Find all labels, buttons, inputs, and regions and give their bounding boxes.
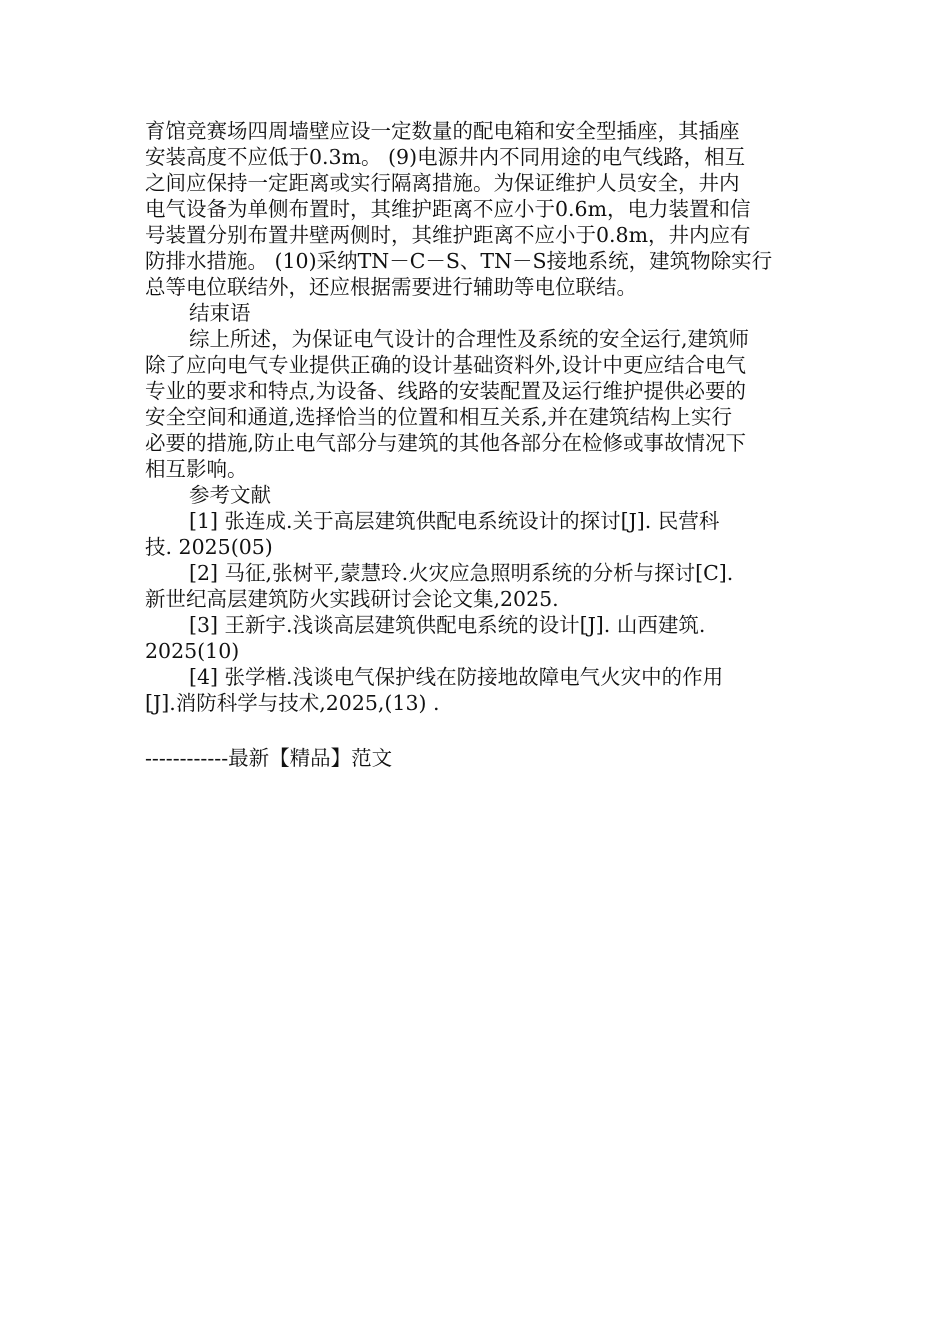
text-line: 育馆竞赛场四周墙壁应设一定数量的配电箱和安全型插座，其插座 (145, 119, 740, 143)
text-line: 安全空间和通道,选择恰当的位置和相互关系,并在建筑结构上实行 (145, 405, 733, 429)
text-line: 必要的措施,防止电气部分与建筑的其他各部分在检修或事故情况下 (145, 431, 747, 455)
text-line: 相互影响。 (145, 457, 248, 481)
reference-line: [4] 张学楷.浅谈电气保护线在防接地故障电气火灾中的作用 (189, 665, 724, 689)
text-line: 安装高度不应低于0.3m。 (9)电源井内不同用途的电气线路，相互 (145, 145, 746, 169)
text-line: 除了应向电气专业提供正确的设计基础资料外,设计中更应结合电气 (145, 353, 747, 377)
reference-item (145, 664, 805, 716)
paragraph-electrical-requirements (145, 118, 805, 300)
text-line: 防排水措施。 (10)采纳TN－C－S、TN－S接地系统，建筑物除实行 (145, 249, 773, 273)
text-line: 之间应保持一定距离或实行隔离措施。为保证维护人员安全，井内 (145, 171, 740, 195)
text-line: 综上所述，为保证电气设计的合理性及系统的安全运行,建筑师 (189, 327, 750, 351)
reference-line: [3] 王新宇.浅谈高层建筑供配电系统的设计[J]. 山西建筑. (189, 613, 706, 637)
conclusion-heading: 结束语 (189, 301, 251, 325)
reference-line: [2] 马征,张树平,蒙慧玲.火灾应急照明系统的分析与探讨[C]. (189, 561, 734, 585)
paragraph-conclusion (145, 326, 805, 482)
text-line: 电气设备为单侧布置时，其维护距离不应小于0.6m，电力装置和信 (145, 197, 751, 221)
text-line: 总等电位联结外，还应根据需要进行辅助等电位联结。 (145, 275, 637, 299)
footer-tagline: ------------最新【精品】范文 (145, 746, 393, 770)
text-line: 号装置分别布置井壁两侧时，其维护距离不应小于0.8m，井内应有 (145, 223, 751, 247)
reference-line: 技. 2025(05) (145, 535, 273, 559)
reference-line: [J].消防科学与技术,2025,(13) . (145, 691, 440, 715)
references-heading: 参考文献 (189, 483, 271, 507)
reference-line: 2025(10) (145, 639, 240, 663)
reference-item (145, 508, 805, 560)
document-body (145, 118, 805, 716)
text-line: 专业的要求和特点,为设备、线路的安装配置及运行维护提供必要的 (145, 379, 747, 403)
reference-line: [1] 张连成.关于高层建筑供配电系统设计的探讨[J]. 民营科 (189, 509, 720, 533)
reference-line: 新世纪高层建筑防火实践研讨会论文集,2025. (145, 587, 559, 611)
reference-item (145, 560, 805, 612)
reference-list (145, 508, 805, 716)
reference-item (145, 612, 805, 664)
